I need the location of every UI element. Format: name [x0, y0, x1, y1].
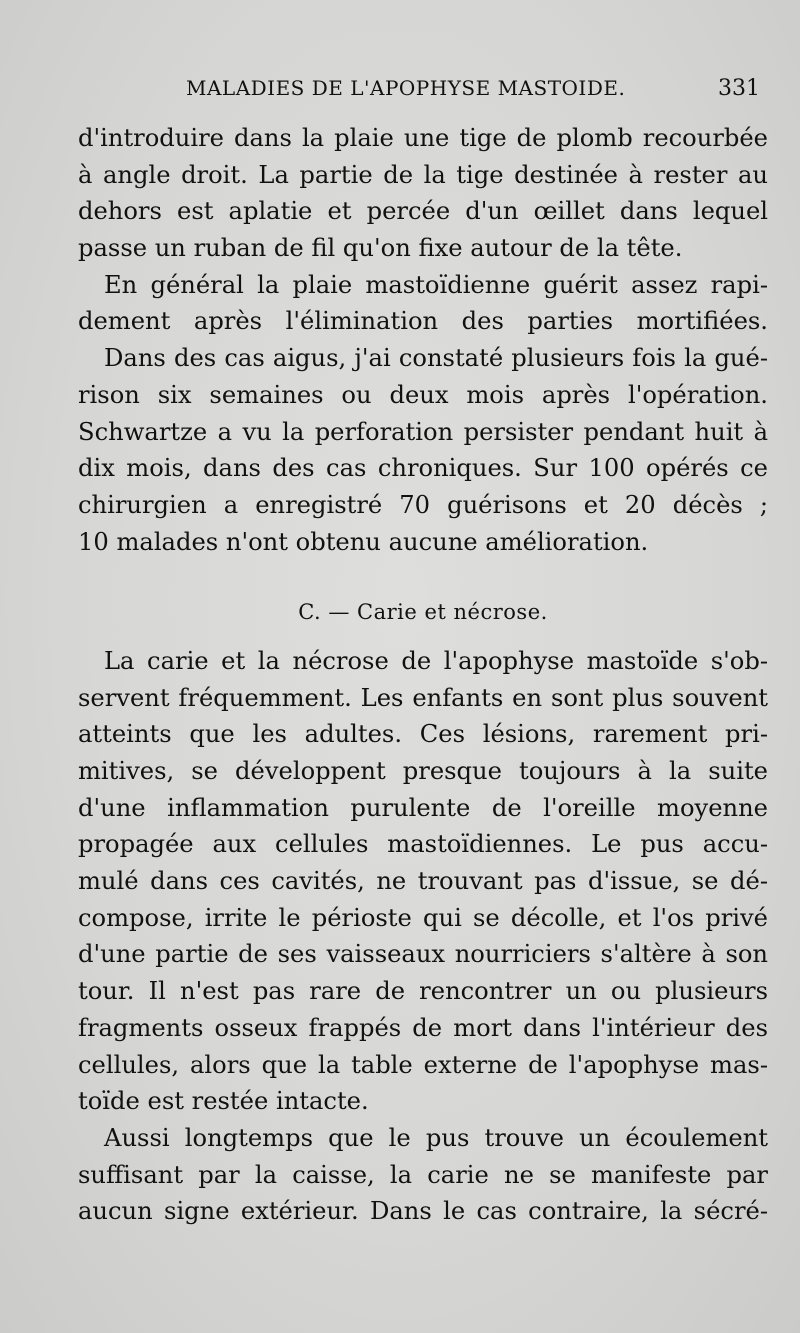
text-line: dement après l'élimination des parties mortifiées.: [78, 307, 768, 336]
text-line: à angle droit. La partie de la tige destinée à rester au: [78, 160, 768, 189]
page-header: [186, 74, 760, 108]
text-line: chirurgien a enregistré 70 guérisons et 20 décès ;: [78, 490, 768, 519]
page-number: 331: [718, 76, 760, 101]
text-line: La carie et la nécrose de l'apophyse mastoïde s'ob-: [104, 646, 768, 675]
text-line: toïde est restée intacte.: [78, 1087, 369, 1116]
text-line: servent fréquemment. Les enfants en sont plus souvent: [78, 683, 768, 712]
text-line: dix mois, dans des cas chroniques. Sur 100 opérés ce: [78, 454, 768, 483]
text-line: atteints que les adultes. Ces lésions, rarement pri-: [78, 720, 768, 749]
text-line: dehors est aplatie et percée d'un œillet dans lequel: [78, 197, 768, 226]
text-line: fragments osseux frappés de mort dans l'intérieur des: [78, 1013, 768, 1042]
text-line: rison six semaines ou deux mois après l'opération.: [78, 380, 768, 409]
text-line: Aussi longtemps que le pus trouve un écoulement: [104, 1123, 768, 1152]
text-line: d'une partie de ses vaisseaux nourriciers s'altère à son: [78, 940, 768, 969]
text-line: compose, irrite le périoste qui se décolle, et l'os privé: [78, 903, 768, 932]
text-line: d'introduire dans la plaie une tige de plomb recourbée: [78, 124, 768, 152]
text-line: tour. Il n'est pas rare de rencontrer un ou plusieurs: [78, 977, 768, 1006]
text-line: suffisant par la caisse, la carie ne se manifeste par: [78, 1160, 768, 1189]
text-line: Dans des cas aigus, j'ai constaté plusieurs fois la gué-: [104, 344, 768, 373]
text-line: mulé dans ces cavités, ne trouvant pas d'issue, se dé-: [78, 867, 768, 896]
text-line: passe un ruban de fil qu'on fixe autour de la tête.: [78, 234, 683, 263]
running-title: MALADIES DE L'APOPHYSE MASTOIDE.: [186, 76, 626, 100]
body-text: [78, 120, 768, 1230]
text-line: mitives, se développent presque toujours à la suite: [78, 757, 768, 785]
text-line: 10 malades n'ont obtenu aucune amélioration.: [78, 527, 649, 556]
text-line: propagée aux cellules mastoïdiennes. Le pus accu-: [78, 830, 768, 859]
text-line: aucun signe extérieur. Dans le cas contraire, la sécré-: [78, 1197, 768, 1226]
section-heading: C. — Carie et nécrose.: [298, 600, 548, 625]
text-line: d'une inflammation purulente de l'oreille moyenne: [78, 793, 768, 822]
text-line: En général la plaie mastoïdienne guérit assez rapi-: [104, 270, 768, 299]
text-line: Schwartze a vu la perforation persister pendant huit à: [78, 417, 768, 446]
text-line: cellules, alors que la table externe de l'apophyse mas-: [78, 1050, 768, 1079]
